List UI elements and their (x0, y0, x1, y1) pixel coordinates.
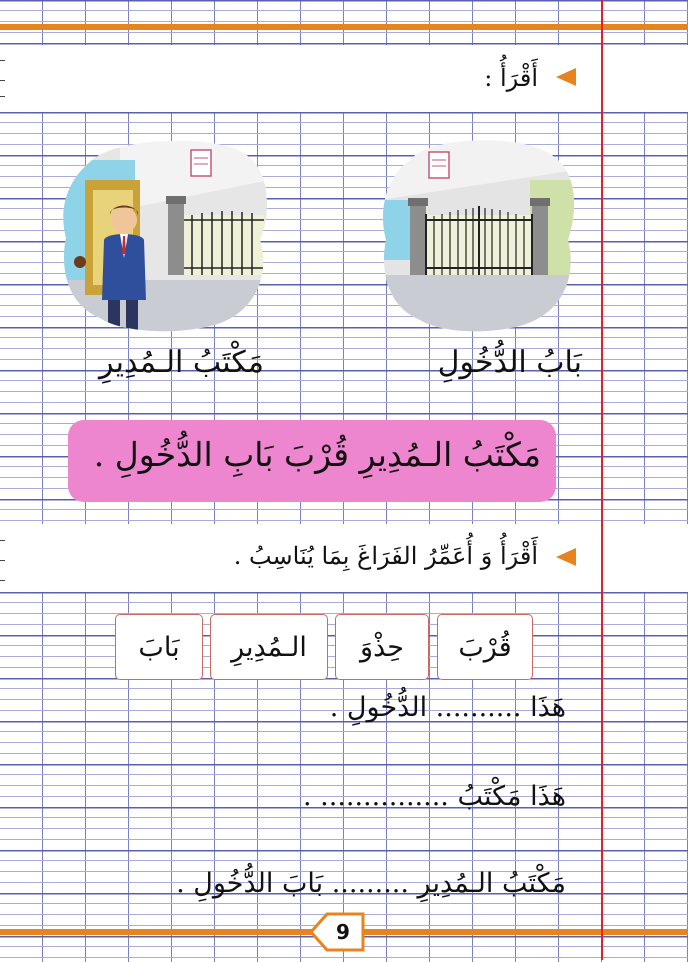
margin-tick (0, 60, 5, 61)
margin-red-line (601, 0, 603, 960)
margin-tick (0, 560, 5, 561)
word-bank-item: حِذْوَ (335, 614, 429, 680)
caption-director-office: مَكْتَبُ الـمُدِيرِ (99, 345, 264, 380)
margin-tick (0, 580, 5, 581)
blank-sentence[interactable]: هَذَا .......... الدُّخُولِ . (329, 692, 566, 723)
word-bank-item: الـمُدِيرِ (210, 614, 328, 680)
white-band-top (0, 45, 688, 112)
page-number: 9 (336, 920, 350, 944)
caption-entrance-door: بَابُ الدُّخُولِ (437, 345, 582, 380)
blank-sentence[interactable]: هَذَا مَكْتَبُ ............... . (302, 781, 566, 812)
highlighted-sentence: مَكْتَبُ الـمُدِيرِ قُرْبَ بَابِ الدُّخُولِ . (93, 435, 541, 474)
margin-tick (0, 96, 5, 97)
director-office-illustration (60, 140, 270, 332)
blank-sentence[interactable]: مَكْتَبُ الـمُدِيرِ ......... بَابَ الدُّخُولِ . (176, 868, 566, 899)
word-bank-item: بَابَ (115, 614, 203, 680)
top-orange-line (0, 24, 688, 30)
section2-instruction: أَقْرَأُ وَ أُعَمِّرُ الفَرَاغَ بِمَا يُنَاسِبُ . (233, 542, 538, 570)
margin-tick (0, 540, 5, 541)
word-bank-item: قُرْبَ (437, 614, 533, 680)
margin-tick (0, 80, 5, 81)
arrow-left-icon (556, 548, 576, 566)
ruled-paper-top (0, 0, 688, 45)
arrow-left-icon (556, 68, 576, 86)
section1-instruction: أَقْرَأُ : (484, 64, 538, 92)
entrance-gate-illustration (380, 140, 576, 332)
